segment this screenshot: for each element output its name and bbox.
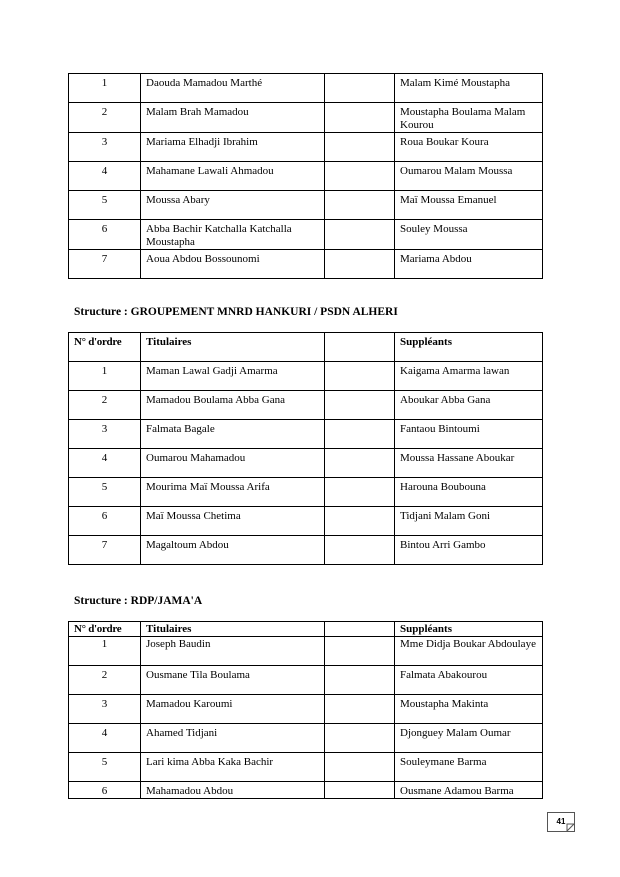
titulaire-cell: Joseph Baudin — [141, 637, 325, 666]
empty-cell — [325, 420, 395, 449]
empty-cell — [325, 220, 395, 250]
table-row — [69, 753, 543, 782]
titulaire-cell: Mamadou Boulama Abba Gana — [141, 391, 325, 420]
empty-cell — [325, 478, 395, 507]
empty-cell — [325, 103, 395, 133]
ordre-cell: 5 — [69, 478, 141, 507]
table-row — [69, 507, 543, 536]
suppleant-cell: Souley Moussa — [395, 220, 543, 250]
suppleant-cell: Moussa Hassane Aboukar — [395, 449, 543, 478]
table-row — [69, 449, 543, 478]
table-row — [69, 724, 543, 753]
empty-cell — [325, 191, 395, 220]
titulaire-cell: Mourima Maï Moussa Arifa — [141, 478, 325, 507]
titulaire-cell: Mahamadou Abdou — [141, 782, 325, 799]
ordre-cell: 2 — [69, 666, 141, 695]
ordre-cell: 5 — [69, 753, 141, 782]
header-suppleants: Suppléants — [395, 622, 543, 637]
ordre-cell: 5 — [69, 191, 141, 220]
empty-cell — [325, 362, 395, 391]
empty-cell — [325, 724, 395, 753]
table-header-row — [69, 333, 543, 362]
table-row — [69, 391, 543, 420]
table-row — [69, 695, 543, 724]
table-row — [69, 250, 543, 279]
header-ordre: N° d'ordre — [69, 333, 141, 362]
table-1 — [68, 73, 543, 279]
ordre-cell: 4 — [69, 162, 141, 191]
table-3 — [68, 621, 543, 799]
empty-cell — [325, 666, 395, 695]
empty-cell — [325, 507, 395, 536]
ordre-cell: 2 — [69, 391, 141, 420]
empty-cell — [325, 782, 395, 799]
titulaire-cell: Malam Brah Mamadou — [141, 103, 325, 133]
suppleant-cell: Moustapha Boulama Malam Kourou — [395, 103, 543, 133]
ordre-cell: 3 — [69, 420, 141, 449]
suppleant-cell: Ousmane Adamou Barma — [395, 782, 543, 799]
titulaire-cell: Falmata Bagale — [141, 420, 325, 449]
header-titulaires: Titulaires — [141, 622, 325, 637]
page-number-box — [547, 812, 575, 830]
table-row — [69, 162, 543, 191]
empty-cell — [325, 622, 395, 637]
empty-cell — [325, 536, 395, 565]
empty-cell — [325, 333, 395, 362]
titulaire-cell: Oumarou Mahamadou — [141, 449, 325, 478]
table-row — [69, 133, 543, 162]
table-2 — [68, 332, 543, 565]
header-titulaires: Titulaires — [141, 333, 325, 362]
table-row — [69, 103, 543, 133]
titulaire-cell: Mamadou Karoumi — [141, 695, 325, 724]
titulaire-cell: Mariama Elhadji Ibrahim — [141, 133, 325, 162]
empty-cell — [325, 133, 395, 162]
titulaire-cell: Moussa Abary — [141, 191, 325, 220]
suppleant-cell: Kaigama Amarma lawan — [395, 362, 543, 391]
structure-heading: Structure : RDP/JAMA'A — [74, 595, 203, 607]
page-curl-icon — [547, 812, 575, 832]
table-header-row — [69, 622, 543, 637]
empty-cell — [325, 74, 395, 103]
structure-heading: Structure : GROUPEMENT MNRD HANKURI / PSDN ALHERI — [74, 306, 398, 318]
suppleant-cell: Oumarou Malam Moussa — [395, 162, 543, 191]
table-row — [69, 220, 543, 250]
table-row — [69, 362, 543, 391]
suppleant-cell: Aboukar Abba Gana — [395, 391, 543, 420]
ordre-cell: 1 — [69, 637, 141, 666]
table-row — [69, 74, 543, 103]
empty-cell — [325, 162, 395, 191]
table-row — [69, 536, 543, 565]
header-suppleants: Suppléants — [395, 333, 543, 362]
empty-cell — [325, 637, 395, 666]
ordre-cell: 3 — [69, 133, 141, 162]
page-number: 41 — [547, 812, 575, 832]
table-row — [69, 420, 543, 449]
titulaire-cell: Maman Lawal Gadji Amarma — [141, 362, 325, 391]
suppleant-cell: Tidjani Malam Goni — [395, 507, 543, 536]
empty-cell — [325, 753, 395, 782]
ordre-cell: 7 — [69, 536, 141, 565]
suppleant-cell: Fantaou Bintoumi — [395, 420, 543, 449]
table-row — [69, 666, 543, 695]
titulaire-cell: Daouda Mamadou Marthé — [141, 74, 325, 103]
table-row — [69, 191, 543, 220]
suppleant-cell: Bintou Arri Gambo — [395, 536, 543, 565]
empty-cell — [325, 449, 395, 478]
ordre-cell: 1 — [69, 74, 141, 103]
suppleant-cell: Mariama Abdou — [395, 250, 543, 279]
suppleant-cell: Souleymane Barma — [395, 753, 543, 782]
titulaire-cell: Maï Moussa Chetima — [141, 507, 325, 536]
suppleant-cell: Mme Didja Boukar Abdoulaye — [395, 637, 543, 666]
ordre-cell: 4 — [69, 724, 141, 753]
suppleant-cell: Moustapha Makinta — [395, 695, 543, 724]
suppleant-cell: Falmata Abakourou — [395, 666, 543, 695]
ordre-cell: 6 — [69, 220, 141, 250]
ordre-cell: 4 — [69, 449, 141, 478]
ordre-cell: 7 — [69, 250, 141, 279]
ordre-cell: 6 — [69, 507, 141, 536]
table-row — [69, 478, 543, 507]
suppleant-cell: Djonguey Malam Oumar — [395, 724, 543, 753]
titulaire-cell: Lari kima Abba Kaka Bachir — [141, 753, 325, 782]
suppleant-cell: Maï Moussa Emanuel — [395, 191, 543, 220]
ordre-cell: 1 — [69, 362, 141, 391]
suppleant-cell: Harouna Boubouna — [395, 478, 543, 507]
titulaire-cell: Mahamane Lawali Ahmadou — [141, 162, 325, 191]
table-row — [69, 782, 543, 799]
empty-cell — [325, 391, 395, 420]
titulaire-cell: Aoua Abdou Bossounomi — [141, 250, 325, 279]
ordre-cell: 3 — [69, 695, 141, 724]
titulaire-cell: Ahamed Tidjani — [141, 724, 325, 753]
ordre-cell: 2 — [69, 103, 141, 133]
empty-cell — [325, 250, 395, 279]
table-row — [69, 637, 543, 666]
suppleant-cell: Roua Boukar Koura — [395, 133, 543, 162]
suppleant-cell: Malam Kimé Moustapha — [395, 74, 543, 103]
ordre-cell: 6 — [69, 782, 141, 799]
titulaire-cell: Magaltoum Abdou — [141, 536, 325, 565]
titulaire-cell: Abba Bachir Katchalla Katchalla Moustapha — [141, 220, 325, 250]
titulaire-cell: Ousmane Tila Boulama — [141, 666, 325, 695]
empty-cell — [325, 695, 395, 724]
header-ordre: N° d'ordre — [69, 622, 141, 637]
